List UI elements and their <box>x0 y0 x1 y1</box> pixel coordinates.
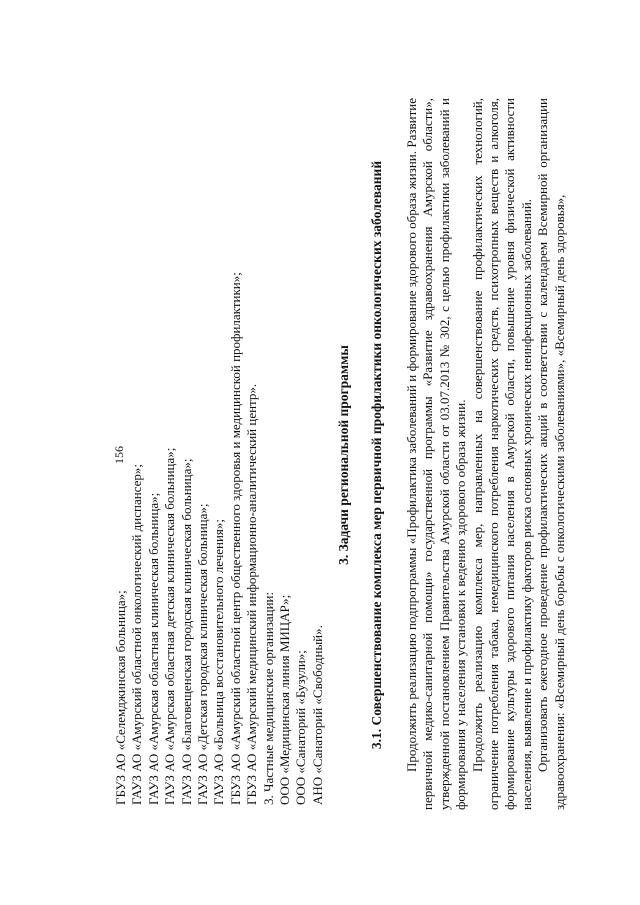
list-item: ООО «Санаторий «Бузули»; <box>293 650 309 805</box>
body-text <box>404 98 568 810</box>
list-item: ГАУЗ АО «Благовещенская городская клиническая больница»; <box>178 458 194 805</box>
organization-list <box>113 105 326 805</box>
list-item: ГАУЗ АО «Амурская областная детская клиническая больница»; <box>162 447 178 805</box>
list-item: ГБУЗ АО «Амурский областной центр общественного здоровья и медицинской профилактики»; <box>227 272 243 805</box>
list-item: 3. Частные медицинские организации: <box>260 591 276 805</box>
list-item: ГАУЗ АО «Амурская областная клиническая больница»; <box>145 492 161 805</box>
list-item: ГБУЗ АО «Амурский медицинский информационно-аналитический центр». <box>244 383 260 805</box>
list-item: ООО «Медицинская линия МИЦАР»; <box>277 594 293 805</box>
list-item: ГАУЗ АО «Больница восстановительного лечения»; <box>211 518 227 805</box>
paragraph: Организовать ежегодное проведение профилактических акций в соответствии с календарем Всемирной организации здравоохранения: «Всемирный день борьбы с онкологическими заболеваниями», «Всемирный день здоровья», <box>535 98 567 810</box>
list-item: ГБУЗ АО «Селемджинская больница»; <box>113 590 128 805</box>
list-item: АНО «Санаторий «Свободный». <box>309 625 325 805</box>
section-heading: 3. Задачи региональной программы <box>336 345 351 565</box>
subsection-heading: 3.1. Совершенствование комплекса мер первичной профилактики онкологических заболеваний <box>369 160 384 750</box>
paragraph: Продолжить реализацию подпрограммы «Профилактика заболеваний и формирование здорового образа жизни. Развитие первичной медико-санитарной помощи» государственной программы «Развитие здравоохранения Амурской области», утвержденной постановлением Правительства Амурской области от 03.07.2013 № 302, с целью профилактики заболеваний и формирования у населения установки к ведению здорового образа жизни. <box>404 98 469 810</box>
paragraph: Продолжить реализацию комплекса мер, направленных на совершенствование профилактических технологий, ограничение потребления табака, немедицинского потребления наркотических средств, психотропных веществ и алкоголя, формирование культуры здорового питания населения в Амурской области, повышение уровня физической активности населения, выявление и профилактику факторов риска основных хронических неинфекционных заболеваний. <box>469 98 534 810</box>
list-item: ГАУЗ АО «Детская городская клиническая больница»; <box>195 503 211 805</box>
list-item: ГАУЗ АО «Амурский областной онкологический диспансер»; <box>129 464 145 805</box>
page-number: 156 <box>112 446 126 464</box>
